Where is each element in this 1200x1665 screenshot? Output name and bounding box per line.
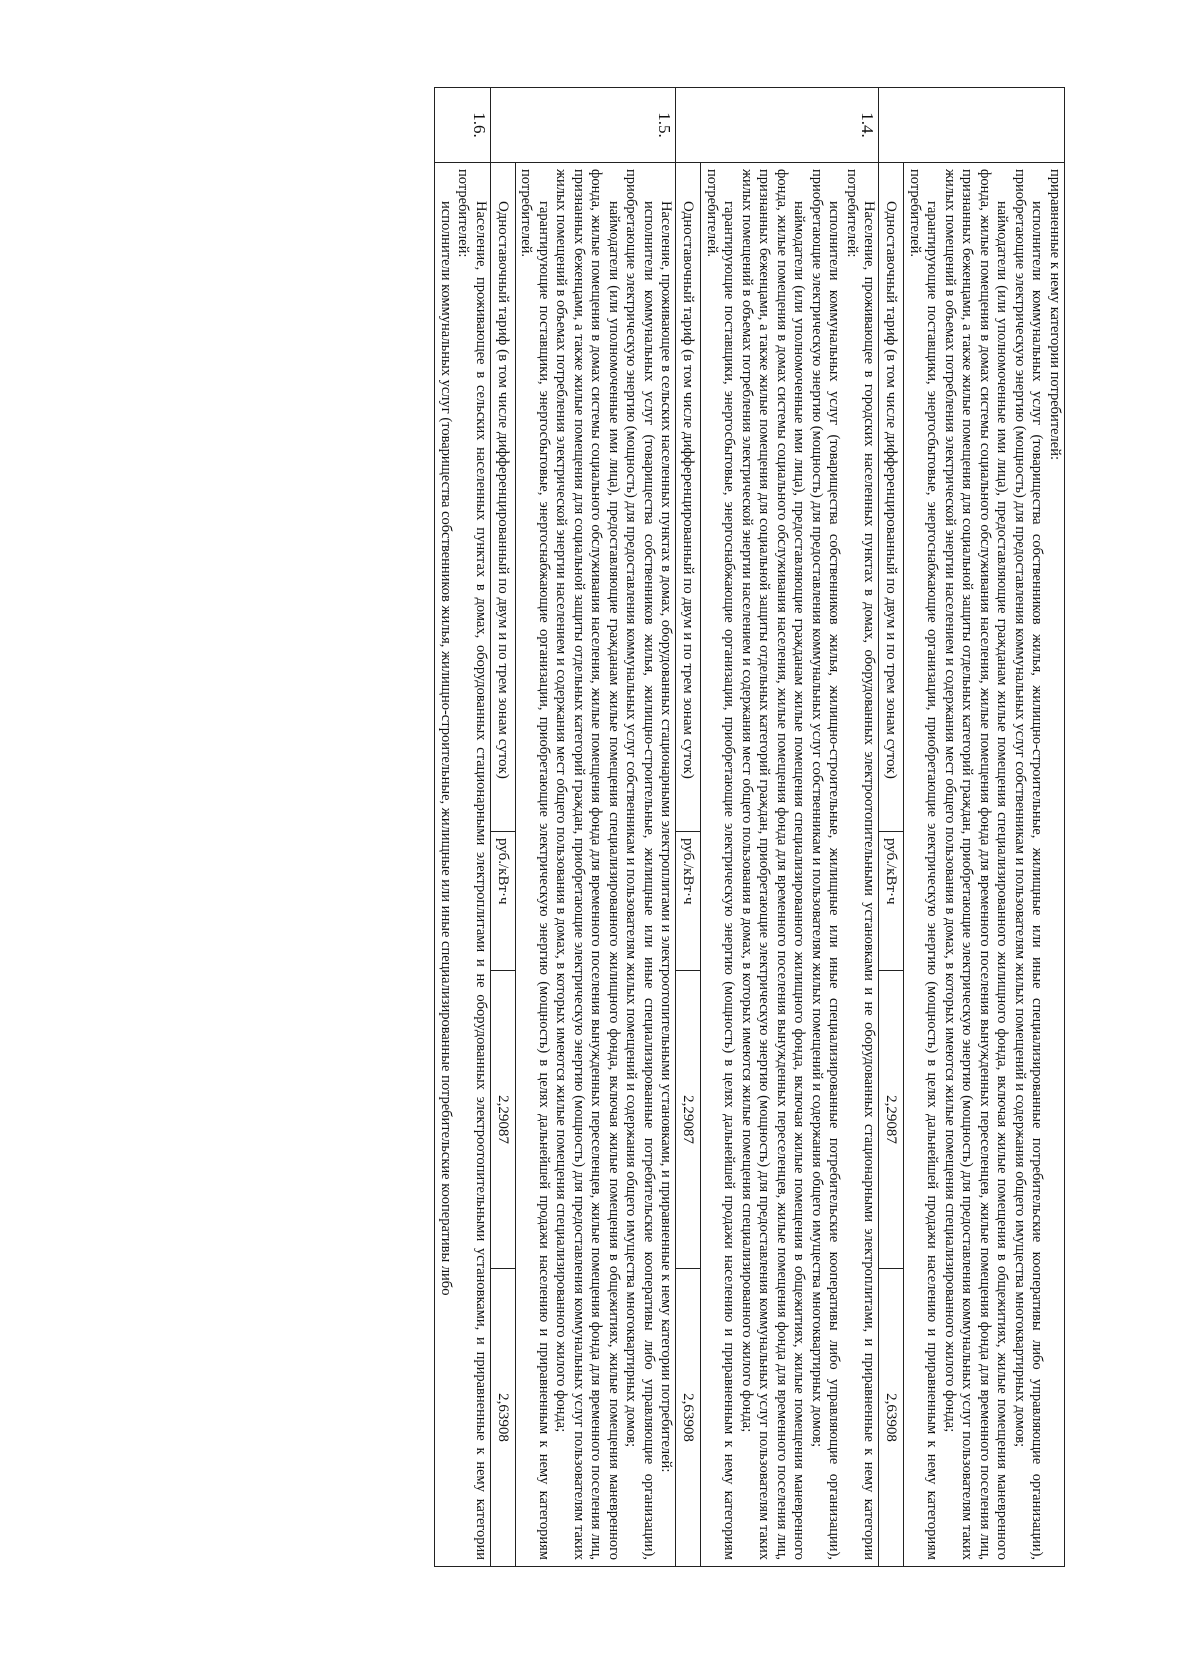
tariff-row <box>676 88 701 1567</box>
paragraph: исполнители коммунальных услуг (товарищества собственников жилья, жилищно-строительные, жилищные или иные специализированные потребительские кооперативы либо <box>438 201 454 1296</box>
paragraph: исполнители коммунальных услуг (товарищества собственников жилья, жилищно-строительные, жилищные или иные специализированные потребительские кооперативы либо управляющие организации), приобретающие электрическую энергию (мощность) для предоставления коммунальных услуг собственникам и пользователям жилых помещений и содержания общего имущества многоквартирных домов; <box>623 169 657 1560</box>
tariff-unit: руб./кВт·ч <box>491 832 515 971</box>
tariff-table <box>435 87 1066 1567</box>
row-header: приравненные к нему категории потребителей: <box>1047 169 1063 461</box>
tariff-value-2: 2,63908 <box>677 1269 701 1567</box>
row-header: Население, проживающее в городских населенных пунктах в домах, оборудованных электроотопительными установками и не оборудованных стационарными электроплитами, и приравненные к нему категории потребителей: <box>844 169 878 1560</box>
paragraph: исполнители коммунальных услуг (товарищества собственников жилья, жилищно-строительные, жилищные или иные специализированные потребительские кооперативы либо управляющие организации), приобретающие электрическую энергию (мощность) для предоставления коммунальных услуг собственникам и пользователям жилых помещений и содержания общего имущества многоквартирных домов; <box>809 169 843 1560</box>
rotated-page <box>120 87 1065 1567</box>
tariff-label: Одноставочный тариф (в том числе дифференцированный по двум и по трем зонам суток) <box>680 201 697 779</box>
paragraph: гарантирующие поставщики, энергосбытовые, энергоснабжающие организации, приобретающие электрическую энергию (мощность) в целях дальнейшей продажи населению и приравненным к нему категориям потребителей. <box>704 169 738 1560</box>
tariff-value-1: 2,29087 <box>880 971 904 1269</box>
tariff-value-1: 2,29087 <box>677 971 701 1269</box>
tariff-value-1: 2,29087 <box>491 971 515 1269</box>
tariff-unit: руб./кВт·ч <box>880 832 904 971</box>
row-number: 1.6. <box>435 88 491 163</box>
paragraph: гарантирующие поставщики, энергосбытовые, энергоснабжающие организации, приобретающие электрическую энергию (мощность) в целях дальнейшей продажи населению и приравненным к нему категориям потребителей. <box>907 169 941 1560</box>
tariff-row <box>491 88 516 1567</box>
row-number <box>879 88 1065 163</box>
paragraph: исполнители коммунальных услуг (товарищества собственников жилья, жилищно-строительные, жилищные или иные специализированные потребительские кооперативы либо управляющие организации), приобретающие электрическую энергию (мощность) для предоставления коммунальных услуг собственникам и пользователям жилых помещений и содержания общего имущества многоквартирных домов; <box>1012 169 1046 1560</box>
table-row <box>435 88 491 1567</box>
paragraph: наймодатели (или уполномоченные ими лица), предоставляющие гражданам жилые помещения специализированного жилищного фонда, включая жилые помещения в общежитиях, жилые помещения маневренного фонда, жилые помещения в домах системы социального обслуживания населения, жилые помещения фонда для временного поселения вынужденных переселенцев, жилые помещения фонда для временного поселения лиц, признанных беженцами, а также жилые помещения для социальной защиты отдельных категорий граждан, приобретающие электрическую энергию (мощность) для предоставления коммунальных услуг пользователям таких жилых помещений в объемах потребления электрической энергии населением и содержания мест общего пользования в домах, в которых имеются жилые помещения специализированного жилого фонда; <box>739 169 808 1560</box>
row-description <box>701 163 879 1567</box>
row-number: 1.4. <box>676 88 879 163</box>
table-row <box>516 88 677 1567</box>
tariff-unit: руб./кВт·ч <box>677 832 701 971</box>
row-header: Население, проживающее в сельских населенных пунктах в домах, оборудованных стационарными электроплитами и не оборудованных электроотопительными установками, и приравненные к нему категории потребителей: <box>455 169 489 1560</box>
tariff-label: Одноставочный тариф (в том числе дифференцированный по двум и по трем зонам суток) <box>495 201 511 779</box>
row-number: 1.5. <box>491 88 677 163</box>
row-description <box>435 163 491 1567</box>
table-row <box>904 88 1065 1567</box>
paragraph: гарантирующие поставщики, энергосбытовые, энергоснабжающие организации, приобретающие электрическую энергию (мощность) в целях дальнейшей продажи населению и приравненным к нему категориям потребителей. <box>518 169 552 1560</box>
tariff-row <box>879 88 904 1567</box>
row-header: Население, проживающее в сельских населенных пунктах в домах, оборудованных стационарными электроплитами и электроотопительными установками, и приравненные к нему категории потребителей: <box>658 201 675 1473</box>
paragraph: наймодатели (или уполномоченные ими лица), предоставляющие гражданам жилые помещения специализированного жилищного фонда, включая жилые помещения в общежитиях, жилые помещения маневренного фонда, жилые помещения в домах системы социального обслуживания населения, жилые помещения фонда для временного поселения вынужденных переселенцев, жилые помещения фонда для временного поселения лиц, признанных беженцами, а также жилые помещения для социальной защиты отдельных категорий граждан, приобретающие электрическую энергию (мощность) для предоставления коммунальных услуг пользователям таких жилых помещений в объемах потребления электрической энергии населением и содержания мест общего пользования в домах, в которых имеются жилые помещения специализированного жилого фонда; <box>553 169 622 1560</box>
row-description <box>904 163 1065 1567</box>
tariff-value-2: 2,63908 <box>880 1269 904 1567</box>
tariff-label: Одноставочный тариф (в том числе дифференцированный по двум и по трем зонам суток) <box>883 201 900 779</box>
paragraph: наймодатели (или уполномоченные ими лица), предоставляющие гражданам жилые помещения специализированного жилищного фонда, включая жилые помещения в общежитиях, жилые помещения маневренного фонда, жилые помещения в домах системы социального обслуживания населения, жилые помещения фонда для временного поселения вынужденных переселенцев, жилые помещения фонда для временного поселения лиц, признанных беженцами, а также жилые помещения для социальной защиты отдельных категорий граждан, приобретающие электрическую энергию (мощность) для предоставления коммунальных услуг пользователям таких жилых помещений в объемах потребления электрической энергии населением и содержания мест общего пользования в домах, в которых имеются жилые помещения специализированного жилого фонда; <box>942 169 1011 1560</box>
table-row <box>701 88 879 1567</box>
row-description <box>516 163 677 1567</box>
tariff-value-2: 2,63908 <box>491 1269 515 1567</box>
